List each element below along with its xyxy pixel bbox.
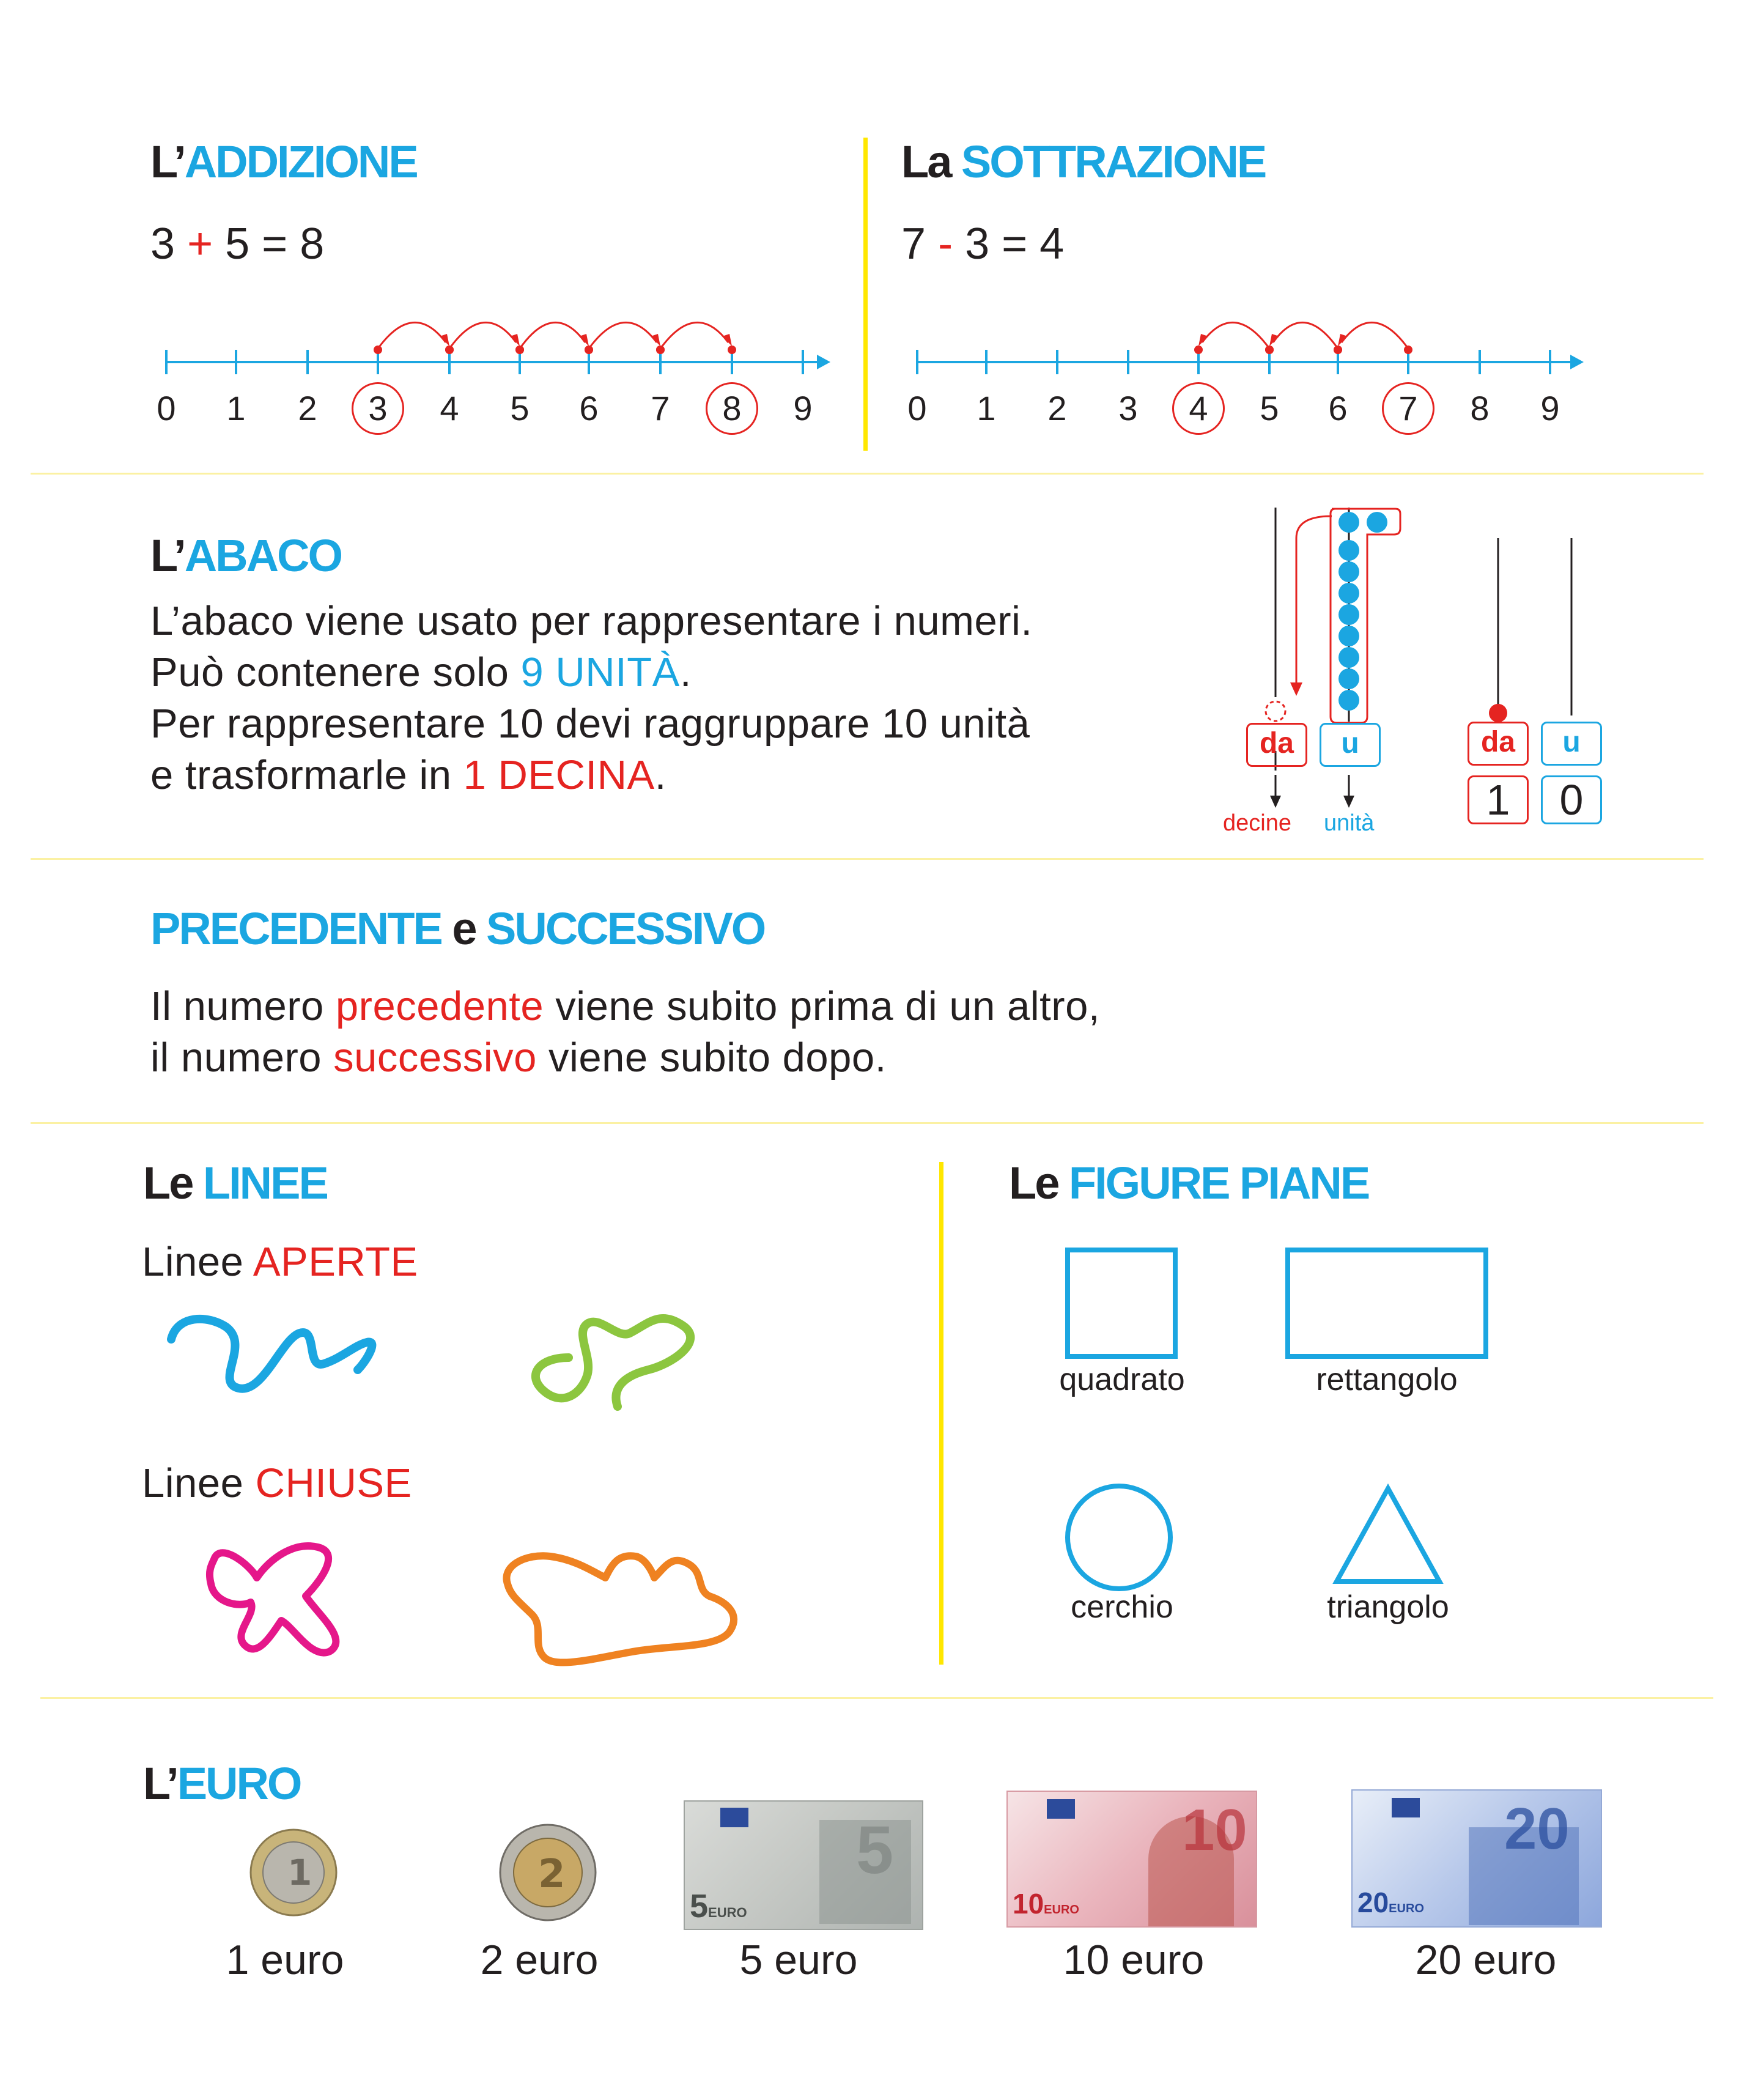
jump-dot (585, 346, 593, 354)
jump-arc (520, 322, 585, 349)
vertical-divider-top (863, 138, 868, 451)
circle-shape (1065, 1484, 1173, 1591)
five-euro-note: 5EURO 5 (684, 1800, 923, 1930)
divider-1 (31, 473, 1704, 475)
prev-next-text: Il numero precedente viene subito prima di un altro, il numero successivo viene subito dopo. (150, 983, 1100, 1081)
open-line-green (514, 1309, 709, 1419)
decine-label: decine (1223, 810, 1291, 836)
jump-dot (1404, 346, 1412, 354)
jump-dot (1194, 346, 1203, 354)
subtraction-number-line (868, 306, 1663, 379)
number-line-label: 7 (1398, 389, 1418, 427)
unit-bead (1338, 583, 1359, 604)
number-line-label: 7 (651, 389, 670, 427)
circled-number (706, 382, 758, 435)
number-line-label: 1 (977, 389, 996, 427)
lines-title: Le LINEE (143, 1158, 327, 1208)
number-line-label: 8 (722, 389, 742, 427)
jump-dot (374, 346, 382, 354)
svg-text:1: 1 (287, 1852, 312, 1893)
jump-dot (728, 346, 736, 354)
twenty-euro-label: 20 euro (1415, 1937, 1557, 1983)
abacus-result-u-value: 0 (1541, 775, 1602, 824)
number-line-label: 4 (440, 389, 459, 427)
circled-number (1172, 382, 1225, 435)
unit-bead (1338, 647, 1359, 668)
open-lines-label: Linee APERTE (142, 1239, 418, 1285)
unit-bead (1338, 561, 1359, 582)
jump-arc (1342, 322, 1408, 349)
number-line-label: 2 (1047, 389, 1067, 427)
jump-arc (449, 322, 516, 349)
unit-bead (1338, 626, 1359, 646)
triangle-label: triangolo (1327, 1589, 1449, 1625)
number-line-label: 5 (510, 389, 530, 427)
closed-line-orange (489, 1529, 746, 1676)
closed-lines-label: Linee CHIUSE (142, 1460, 412, 1506)
abacus-text: L’abaco viene usato per rappresentare i numeri. Può contenere solo 9 UNITÀ. Per rappresentare 10 devi raggruppare 10 unità e trasformarle in 1 DECINA. (150, 598, 1033, 798)
ten-euro-note: 10EURO 10 (1006, 1791, 1257, 1928)
number-line-label: 6 (1328, 389, 1348, 427)
abacus-title: L’ABACO (150, 530, 342, 581)
number-line-label: 2 (298, 389, 317, 427)
abacus-result-da-value: 1 (1468, 775, 1529, 824)
addition-number-line (0, 306, 856, 379)
euro-title: L’EURO (143, 1758, 301, 1809)
divider-4 (40, 1697, 1713, 1699)
square-shape (1065, 1248, 1178, 1359)
unit-bead (1338, 540, 1359, 561)
jump-arc (378, 322, 446, 349)
jump-dot (1334, 346, 1342, 354)
closed-line-magenta (196, 1535, 355, 1663)
two-euro-label: 2 euro (480, 1937, 599, 1983)
twenty-euro-note: 20EURO 20 (1351, 1789, 1602, 1928)
one-euro-coin (249, 1828, 338, 1917)
jump-arc (1202, 322, 1269, 349)
ten-euro-label: 10 euro (1063, 1937, 1205, 1983)
number-line-label: 5 (1260, 389, 1279, 427)
rectangle-label: rettangolo (1316, 1362, 1458, 1397)
addition-title: L’ADDIZIONE (150, 136, 417, 187)
svg-text:2: 2 (538, 1852, 566, 1897)
number-line-label: 9 (793, 389, 813, 427)
number-line-label: 0 (907, 389, 927, 427)
number-line-label: 8 (1470, 389, 1490, 427)
abacus-down-arrows (1260, 774, 1382, 810)
divider-2 (31, 858, 1704, 860)
jump-arc (660, 322, 728, 349)
jump-arc (1273, 322, 1338, 349)
unit-bead (1338, 668, 1359, 689)
subtraction-title: La SOTTRAZIONE (901, 136, 1266, 187)
divider-3 (31, 1122, 1704, 1124)
unit-bead (1338, 604, 1359, 625)
circled-number (352, 382, 404, 435)
jump-dot (1265, 346, 1274, 354)
subtraction-equation: 7 - 3 = 4 (901, 220, 1065, 268)
number-line-label: 6 (579, 389, 599, 427)
unit-bead (1338, 690, 1359, 711)
jump-dot (656, 346, 665, 354)
abacus-u-box: u (1320, 723, 1381, 767)
triangle-shape (1327, 1480, 1449, 1590)
shapes-title: Le FIGURE PIANE (1009, 1158, 1369, 1208)
one-euro-label: 1 euro (226, 1937, 344, 1983)
circle-label: cerchio (1071, 1589, 1173, 1625)
jump-arc (589, 322, 657, 349)
prev-next-title: PRECEDENTE e SUCCESSIVO (150, 903, 765, 954)
jump-dot (445, 346, 454, 354)
unita-label: unità (1324, 810, 1375, 836)
number-line-label: 9 (1540, 389, 1560, 427)
jump-dot (515, 346, 524, 354)
abacus-result-diagram (1468, 532, 1626, 728)
number-line-label: 4 (1189, 389, 1208, 427)
circled-number (1382, 382, 1434, 435)
square-label: quadrato (1059, 1362, 1185, 1397)
abacus-da-box: da (1246, 723, 1307, 767)
addition-equation: 3 + 5 = 8 (150, 220, 325, 268)
abacus-result-da-box: da (1468, 722, 1529, 766)
number-line-label: 1 (226, 389, 246, 427)
number-line-label: 3 (368, 389, 388, 427)
abacus-result-u-box: u (1541, 722, 1602, 766)
two-euro-coin (499, 1824, 597, 1921)
vertical-divider-bottom (939, 1162, 943, 1665)
number-line-label: 0 (157, 389, 176, 427)
five-euro-label: 5 euro (739, 1937, 858, 1983)
rectangle-shape (1285, 1248, 1488, 1359)
open-line-blue (159, 1303, 379, 1407)
number-line-label: 3 (1118, 389, 1138, 427)
